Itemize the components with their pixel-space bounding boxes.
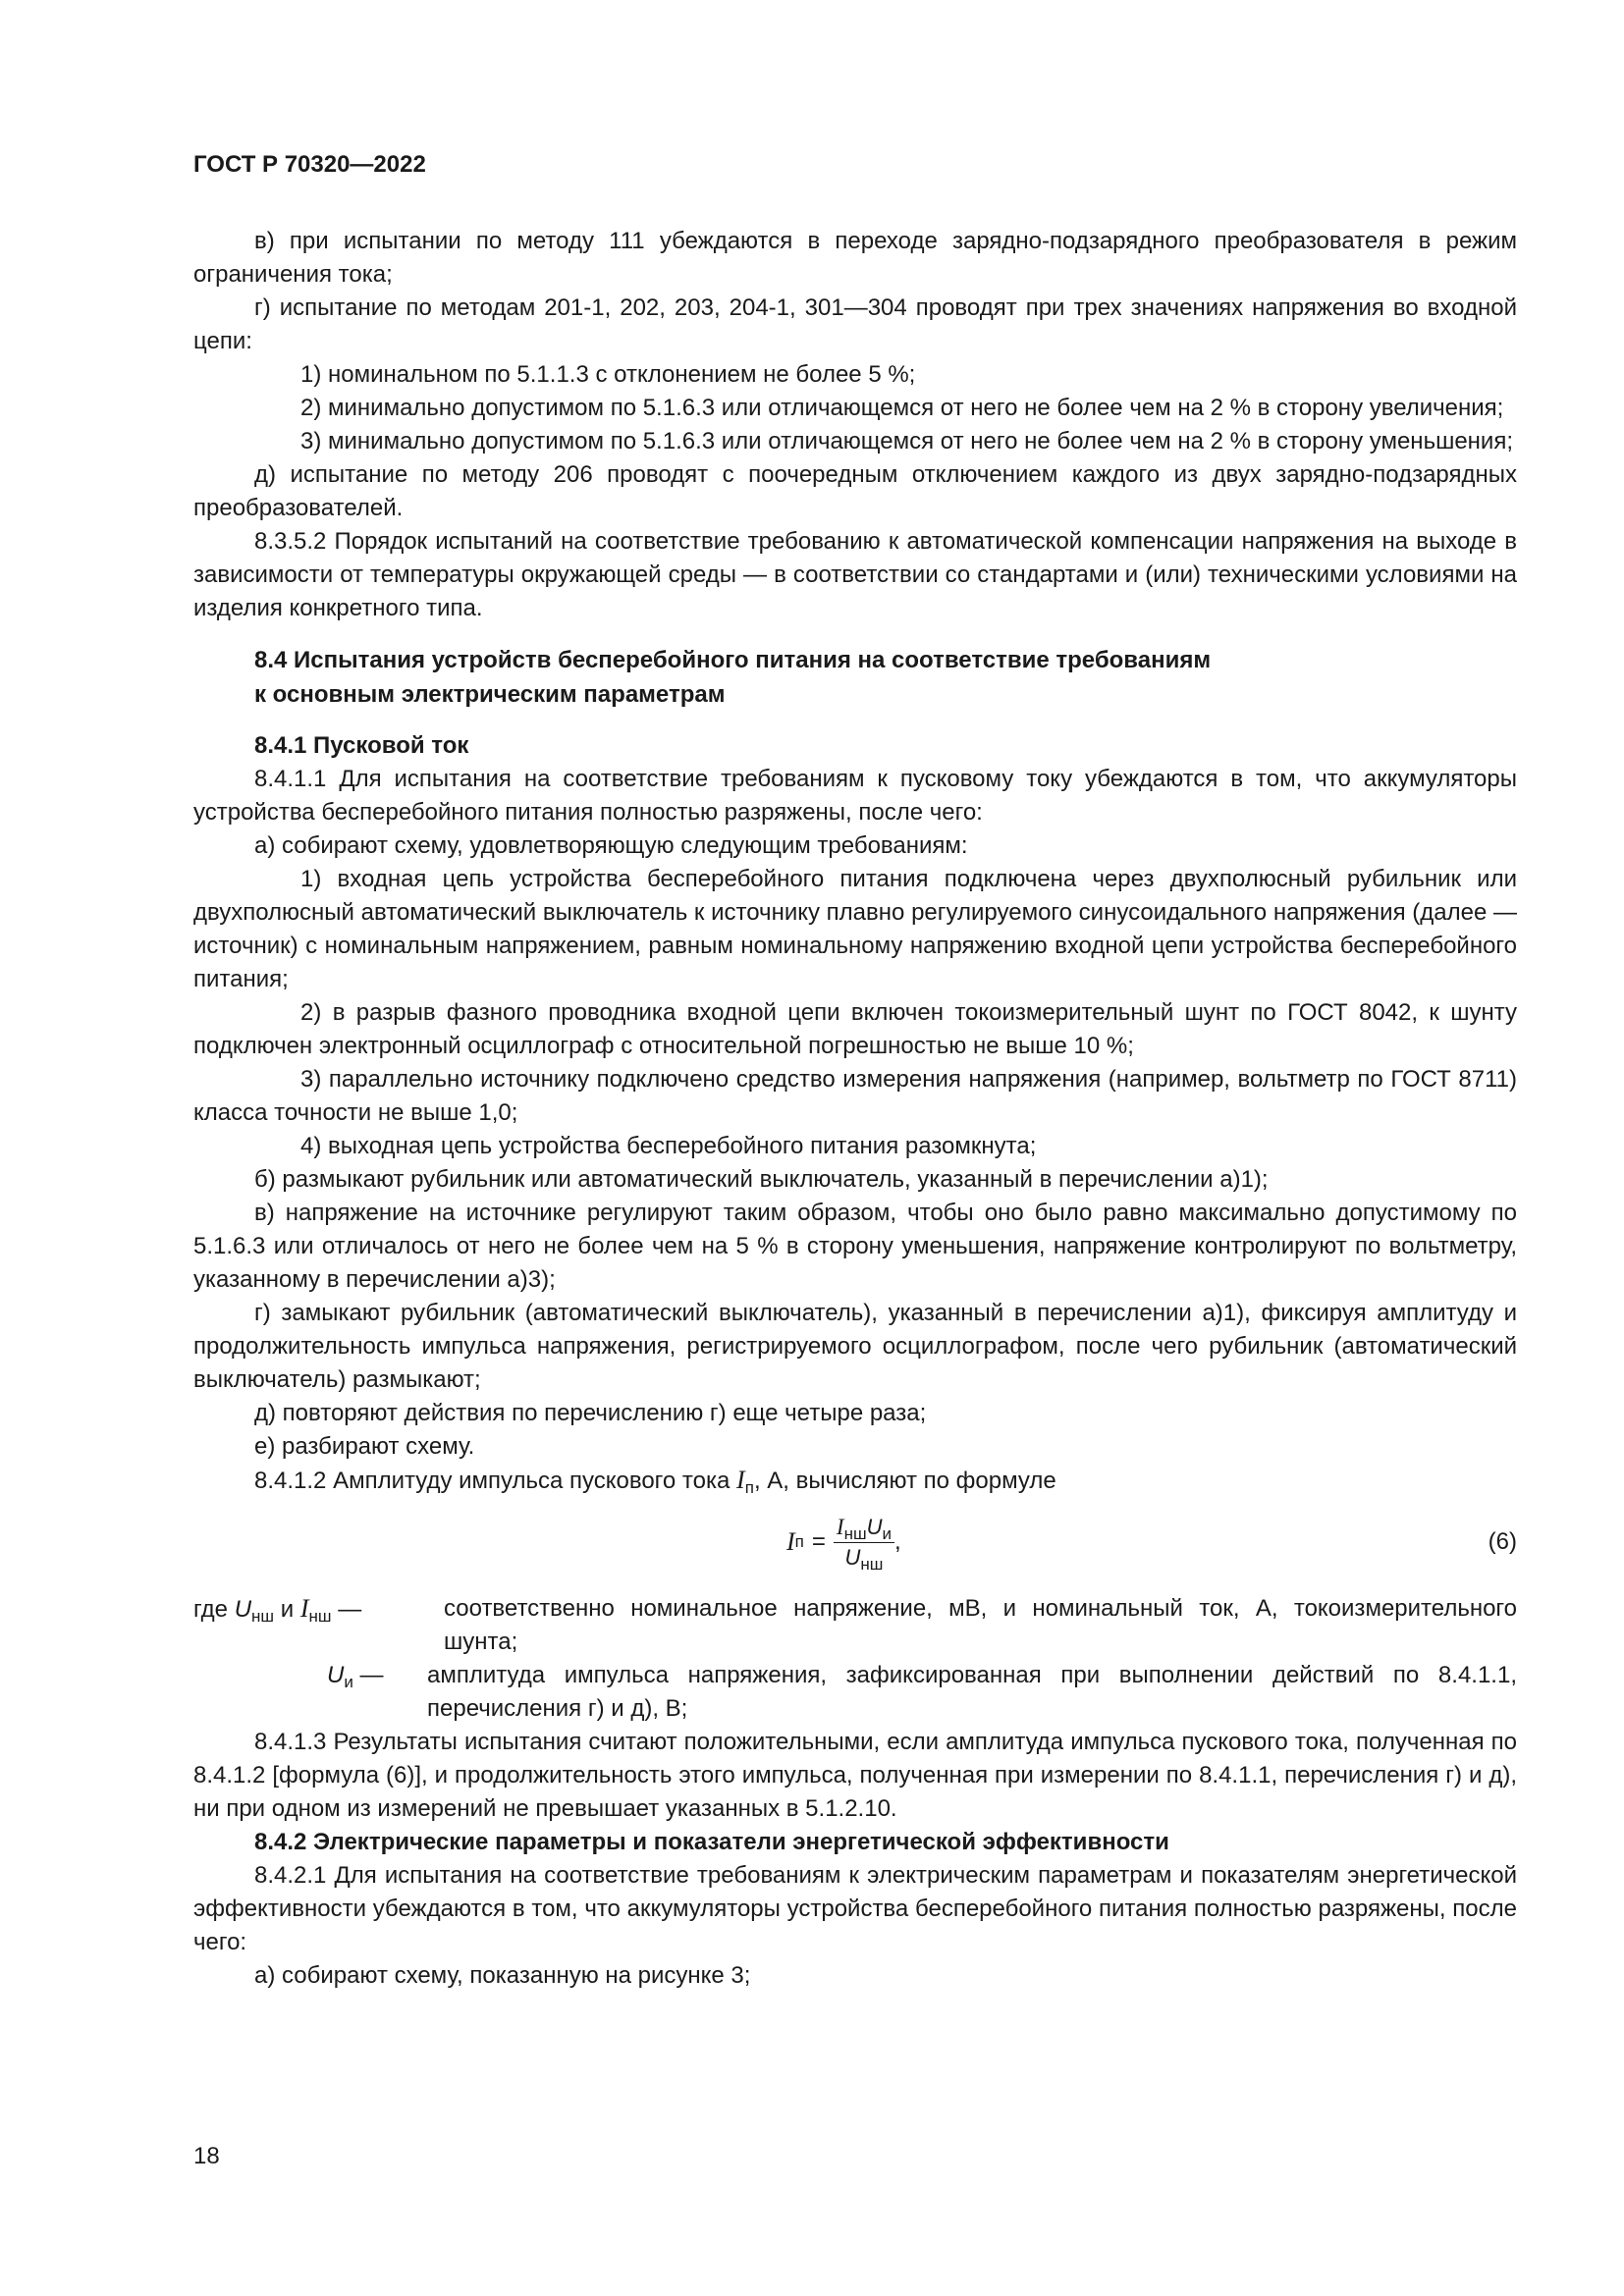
legend-symbols-1: где $U_{нш}$ и $I_{нш}$ — [193,1594,362,1626]
formula-fraction [834,1513,894,1573]
item-e-disassemble: е) разбирают схему. [254,1433,475,1460]
formula-6 [193,1506,1517,1578]
paragraph-8-3-5-2: 8.3.5.2 Порядок испытаний на соответствие требованию к автоматической компенсации напряжения на выходе в зависимости от температуры окружающей среды — в соответствии со стандартами и (или) техническими условиями на изделия конкретного типа. [193,528,1517,621]
subsection-heading-8-4-2: 8.4.2 Электрические параметры и показатели энергетической эффективности [254,1829,1169,1855]
legend-text-2: амплитуда импульса напряжения, зафиксированная при выполнении действий по 8.4.1.1, перечисления г) и д), В; [427,1662,1517,1722]
subitem-a1-input: 1) входная цепь устройства бесперебойного питания подключена через двухполюсный рубильник или двухполюсный автоматический выключатель к источнику плавно регулируемого синусоидального напряжения (далее — источник) с номинальным напряжением, равным номинальному напряжению входной цепи устройства бесперебойного питания; [193,866,1517,992]
item-a-assemble-figure-3: а) собирают схему, показанную на рисунке 3; [254,1962,751,1989]
paragraph-8-4-2-1: 8.4.2.1 Для испытания на соответствие требованиям к электрическим параметрам и показателям энергетической эффективности убеждаются в том, что аккумуляторы устройства бесперебойного питания полностью разряжены, после чего: [193,1862,1517,1955]
fraction-denominator: $U_{нш}$ [844,1544,884,1574]
subitem-a3-voltmeter: 3) параллельно источнику подключено средство измерения напряжения (например, вольтметр по ГОСТ 8711) класса точности не выше 1,0; [193,1066,1517,1126]
formula-legend-row-1 [193,1592,1517,1659]
subsection-heading-8-4-1: 8.4.1 Пусковой ток [254,732,469,759]
page-number: 18 [193,2143,220,2169]
subitem-2-increase: 2) минимально допустимом по 5.1.6.3 или отличающемся от него не более чем на 2 % в сторону увеличения; [300,395,1504,421]
item-g-close-switch: г) замыкают рубильник (автоматический выключатель), указанный в перечислении а)1), фиксируя амплитуду и продолжительность импульса напряжения, регистрируемого осциллографом, после чего рубильник (автоматический выключатель) размыкают; [193,1300,1517,1393]
section-heading-8-4: 8.4 Испытания устройств бесперебойного питания на соответствие требованиям к основным электрическим параметрам [254,647,1212,708]
fraction-numerator: $I_{нш}U_и$ [834,1513,894,1543]
item-g-methods: г) испытание по методам 201-1, 202, 203, 204-1, 301—304 проводят при трех значениях напряжения во входной цепи: [193,294,1517,354]
paragraph-8-4-1-2: 8.4.1.2 Амплитуду импульса пускового тока $I_п$, А, вычисляют по формуле [254,1466,1056,1497]
paragraph-8-4-1-3: 8.4.1.3 Результаты испытания считают положительными, если амплитуда импульса пускового тока, полученная по 8.4.1.2 [формула (6)], и продолжительность этого импульса, полученная при измерении по 8.4.1.1, перечисления г) и д), ни при одном из измерений не превышает указанных в 5.1.2.10. [193,1729,1517,1822]
item-d-method-206: д) испытание по методу 206 проводят с поочередным отключением каждого из двух зарядно-подзарядных преобразователей. [193,461,1517,521]
paragraph-8-4-1-1: 8.4.1.1 Для испытания на соответствие требованиям к пусковому току убеждаются в том, что аккумуляторы устройства бесперебойного питания полностью разряжены, после чего: [193,766,1517,826]
subitem-a2-shunt: 2) в разрыв фазного проводника входной цепи включен токоизмерительный шунт по ГОСТ 8042, к шунту подключен электронный осциллограф с относительной погрешностью не выше 10 %; [193,999,1517,1059]
formula-expression: I п = $\frac{I_{нш}U_и}{U_{нш}}$ , [786,1514,901,1574]
item-v-regulate: в) напряжение на источнике регулируют таким образом, чтобы оно было равно максимально допустимому по 5.1.6.3 или отличалось от него не более чем на 5 % в сторону уменьшения, напряжение контролируют по вольтметру, указанному в перечислении а)3); [193,1200,1517,1293]
subitem-a4-output: 4) выходная цепь устройства бесперебойного питания разомкнута; [300,1133,1037,1159]
document-header: ГОСТ Р 70320—2022 [193,151,426,178]
formula-legend-row-2 [193,1659,1517,1726]
legend-text-1: соответственно номинальное напряжение, мВ, и номинальный ток, А, токоизмерительного шунта; [444,1595,1517,1655]
item-v-method-111: в) при испытании по методу 111 убеждаются в переходе зарядно-подзарядного преобразователя в режим ограничения тока; [193,228,1517,288]
subitem-1-nominal: 1) номинальном по 5.1.1.3 с отклонением не более 5 %; [300,361,916,388]
item-d-repeat: д) повторяют действия по перечислению г) еще четыре раза; [254,1400,927,1426]
document-body [193,225,1517,1993]
item-a-assemble: а) собирают схему, удовлетворяющую следующим требованиям: [254,832,968,859]
formula-number: (6) [1488,1528,1517,1555]
subitem-3-decrease: 3) минимально допустимом по 5.1.6.3 или отличающемся от него не более чем на 2 % в сторону уменьшения; [300,428,1513,454]
item-b-open-switch: б) размыкают рубильник или автоматический выключатель, указанный в перечислении а)1); [254,1166,1269,1193]
legend-symbols-2: $U_и$ — [327,1662,384,1691]
